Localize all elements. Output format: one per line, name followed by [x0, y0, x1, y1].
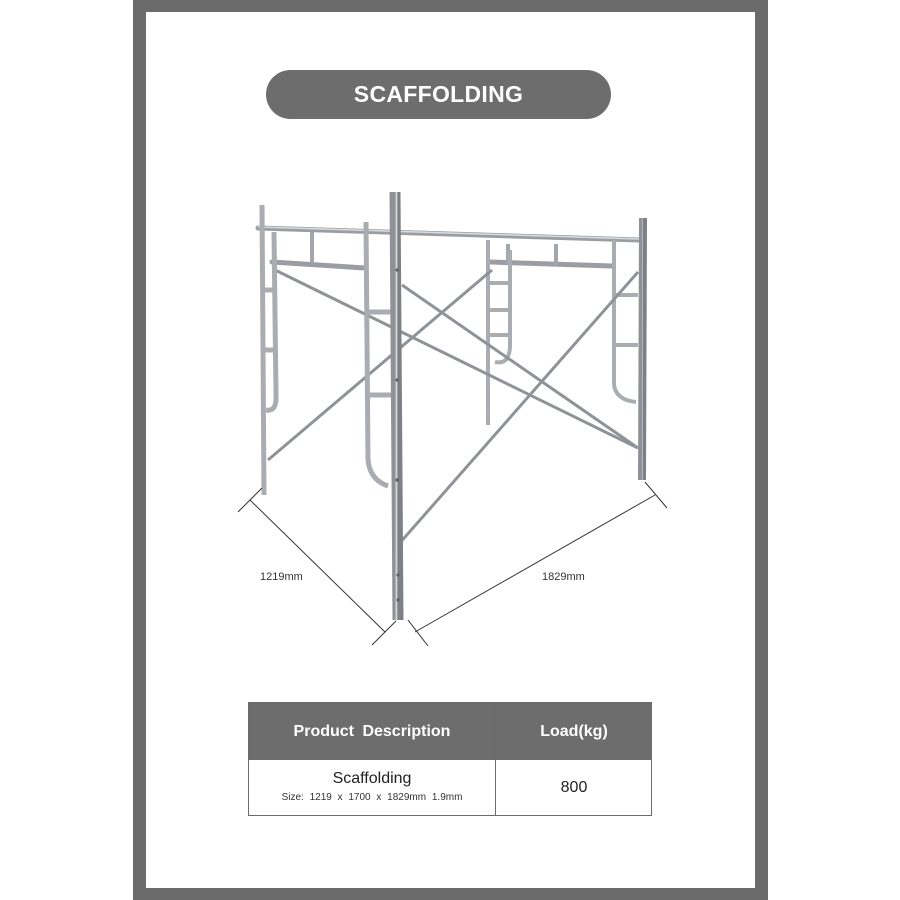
- title-banner: [266, 70, 611, 119]
- product-size: Size: 1219 x 1700 x 1829mm 1.9mm: [281, 792, 463, 803]
- product-name: Scaffolding: [332, 770, 412, 787]
- length-dimension-label: 1829mm: [542, 571, 585, 583]
- header-product-description: Product Description: [249, 703, 495, 760]
- spec-table: [248, 702, 652, 816]
- page-title: SCAFFOLDING: [353, 81, 524, 107]
- header-load: Load(kg): [496, 703, 652, 760]
- width-dimension-label: 1219mm: [260, 571, 303, 583]
- description-cell: [249, 760, 495, 816]
- load-value: 800: [560, 779, 588, 796]
